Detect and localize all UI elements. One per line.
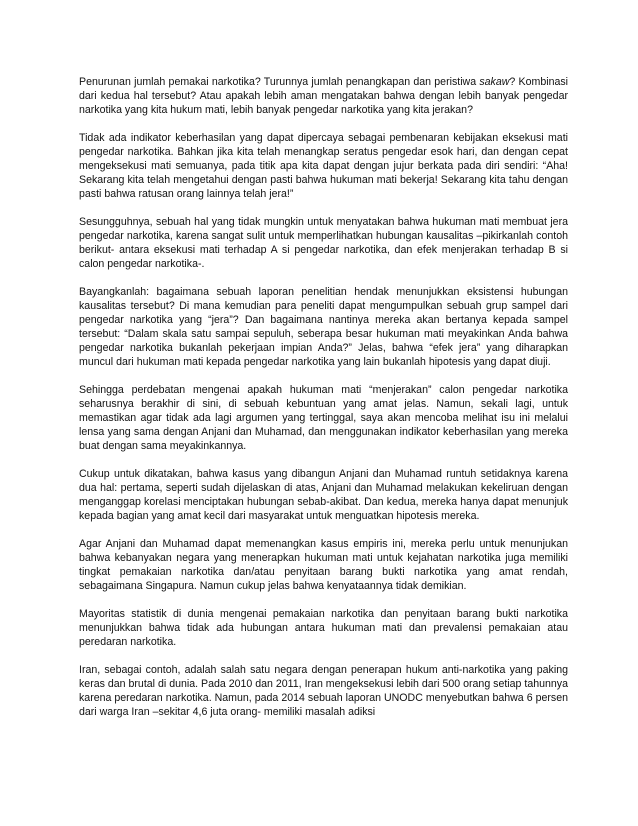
paragraph-5-text: Sehingga perdebatan mengenai apakah hukuman mati “menjerakan” calon pengedar narkotika seharusnya berakhir di sini, di sebuah kebuntuan yang amat jelas. Namun, sekali lagi, untuk memastikan agar tidak ada lagi argumen yang tertinggal, saya akan mencoba melihat isu ini melalui lensa yang sama dengan Anjani dan Muhamad, dan menggunakan indikator keberhasilan yang mereka buat dengan sama meyakinkannya. [79,384,568,452]
paragraph-9 [79,663,568,719]
paragraph-3-text: Sesungguhnya, sebuah hal yang tidak mungkin untuk menyatakan bahwa hukuman mati membuat jera pengedar narkotika, karena sangat sulit untuk memperlihatkan hubungan kausalitas –pikirkanlah contoh berikut- antara eksekusi mati terhadap A si pengedar narkotika, dan efek menjerakan terhadap B si calon pengedar narkotika-. [79,216,568,270]
paragraph-1 [79,75,568,117]
paragraph-8 [79,607,568,649]
paragraph-4 [79,285,568,369]
paragraph-9-text: Iran, sebagai contoh, adalah salah satu negara dengan penerapan hukum anti-narkotika yang paking keras dan brutal di dunia. Pada 2010 dan 2011, Iran mengeksekusi lebih dari 500 orang setiap tahunnya karena peredaran narkotika. Namun, pada 2014 sebuah laporan UNODC menyebutkan bahwa 6 persen dari warga Iran –sekitar 4,6 juta orang- memiliki masalah adiksi [79,664,568,718]
paragraph-3 [79,215,568,271]
paragraph-2 [79,131,568,201]
paragraph-6 [79,467,568,523]
paragraph-1-text-b: ? Kombinasi dari kedua hal tersebut? Atau apakah lebih aman mengatakan bahwa dengan lebih banyak pengedar narkotika yang kita hukum mati, lebih banyak pengedar narkotika yang kita jerakan? [79,76,569,116]
paragraph-1-text-a: Penurunan jumlah pemakai narkotika? Turunnya jumlah penangkapan dan peristiwa [79,76,480,88]
paragraph-5 [79,383,568,453]
paragraph-7-text: Agar Anjani dan Muhamad dapat memenangkan kasus empiris ini, mereka perlu untuk menunjukan bahwa kebanyakan negara yang menerapkan hukuman mati untuk kejahatan narkotika juga memiliki tingkat pemakaian narkotika dan/atau penyitaan barang bukti narkotika yang amat rendah, sebagaimana Singapura. Namun cukup jelas bahwa kenyataannya tidak demikian. [79,538,568,592]
paragraph-2-text: Tidak ada indikator keberhasilan yang dapat dipercaya sebagai pembenaran kebijakan eksekusi mati pengedar narkotika. Bahkan jika kita telah menangkap seratus pengedar esok hari, dan dengan cepat mengeksekusi mati semuanya, pada titik apa kita dapat dengan jujur berkata pada diri sendiri: “Aha! Sekarang kita telah mengetahui dengan pasti bahwa hukuman mati bekerja! Sekarang kita tahu dengan pasti bahwa ratusan orang lainnya telah jera!” [79,132,568,200]
paragraph-8-text: Mayoritas statistik di dunia mengenai pemakaian narkotika dan penyitaan barang bukti narkotika menunjukkan bahwa tidak ada hubungan antara hukuman mati dan prevalensi pemakaian atau peredaran narkotika. [79,608,568,648]
paragraph-7 [79,537,568,593]
paragraph-4-text: Bayangkanlah: bagaimana sebuah laporan penelitian hendak menunjukkan eksistensi hubungan kausalitas tersebut? Di mana kemudian para peneliti dapat mengumpulkan sebuah grup sampel dari pengedar narkotika yang “jera”? Dan bagaimana nantinya mereka akan bertanya kepada sampel tersebut: “Dalam skala satu sampai sepuluh, seberapa besar hukuman mati meyakinkan Anda bahwa pengedar narkotika bukanlah pekerjaan impian Anda?” Jelas, bahwa “efek jera” yang diharapkan muncul dari hukuman mati kepada pengedar narkotika yang lain bukanlah hipotesis yang dapat diuji. [79,286,568,368]
paragraph-1-italic-term: sakaw [479,76,510,88]
paragraph-6-text: Cukup untuk dikatakan, bahwa kasus yang dibangun Anjani dan Muhamad runtuh setidaknya karena dua hal: pertama, seperti sudah dijelaskan di atas, Anjani dan Muhamad melakukan kekeliruan dengan menganggap korelasi menciptakan hubungan sebab-akibat. Dan kedua, mereka hanya dapat menunjuk kepada bagian yang amat kecil dari masyarakat untuk menguatkan hipotesis mereka. [79,468,568,522]
